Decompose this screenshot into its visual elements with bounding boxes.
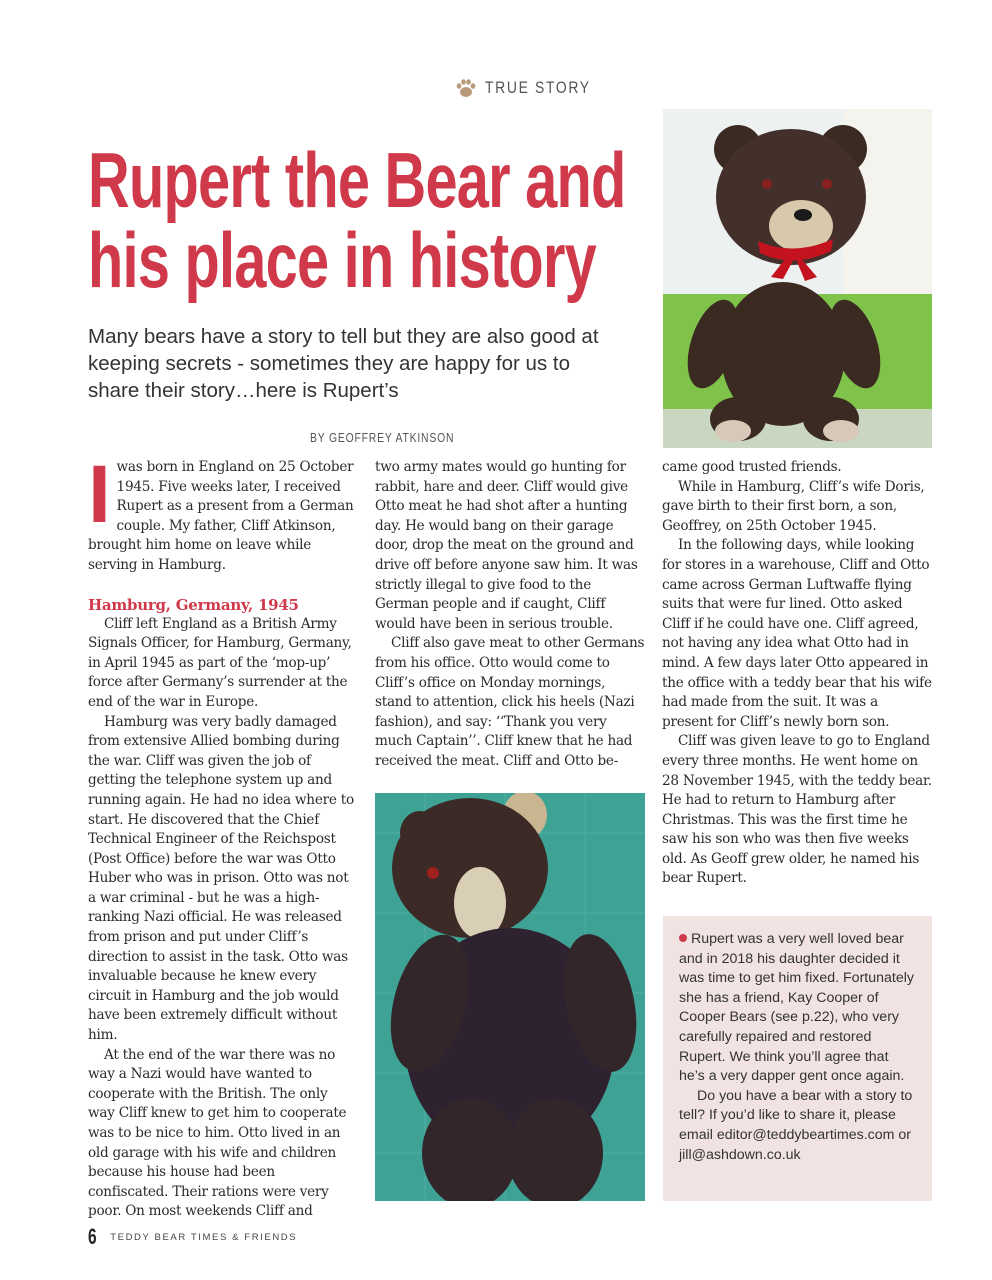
- section-label: TRUE STORY: [485, 78, 591, 97]
- drop-cap: I: [88, 449, 111, 540]
- page-footer: [88, 1224, 297, 1250]
- paragraph-6: Cliff also gave meat to other Germans from his office. Otto would come to Cliff’s office on Monday mornings, stand to attention, click his heels (Nazi fashion), and say: ‘‘Thank you very much Captain’’. Cliff knew that he had received the meat. Cliff and Otto be-: [375, 635, 645, 769]
- paragraph-3: Hamburg was very badly damaged from extensive Allied bombing during the war. Cliff was given the job of getting the telephone system up and running again. He had no idea where to start. He discovered that the Chief Technical Engineer of the Reichspost (Post Office) before the war was Otto Huber who was in prison. Otto was not a war criminal - but he was a high-ranking Nazi official. He was released from prison and put under Cliff’s direction to assist in the task. Otto was invaluable because he knew every circuit in Hamburg and the job would have been extremely difficult without him.: [88, 713, 354, 1044]
- article-title-line-2: his place in history: [88, 216, 597, 304]
- photo-restored-rupert: [663, 109, 932, 448]
- sidebar-paragraph-1: [679, 930, 916, 1087]
- paragraph-5: two army mates would go hunting for rabbit, hare and deer. Cliff would give Otto meat he had shot after a hunting day. He would bang on their garage door, drop the meat on the ground and drive off before anyone saw him. It was strictly illegal to give food to the German people and if caught, Cliff would have been in serious trouble.: [375, 459, 638, 632]
- page-number: 6: [88, 1224, 97, 1249]
- article-title: [88, 136, 626, 304]
- article-column-3: [662, 458, 932, 889]
- bullet-icon: [679, 934, 687, 942]
- subheading: Hamburg, Germany, 1945: [88, 595, 299, 614]
- paragraph-8: While in Hamburg, Cliff’s wife Doris, gave birth to their first born, a son, Geoffrey, on 25th October 1945.: [662, 478, 925, 534]
- byline: BY GEOFFREY ATKINSON: [310, 430, 455, 445]
- article-column-2: [375, 458, 645, 772]
- magazine-name: TEDDY BEAR TIMES & FRIENDS: [110, 1231, 298, 1243]
- section-tag: [455, 74, 614, 102]
- standfirst: Many bears have a story to tell but they are also good at keeping secrets - sometimes they are happy for us to share their story…here is Rupert’s: [88, 325, 599, 402]
- sidebar-paragraph-2: Do you have a bear with a story to tell? If you’d like to share it, please email editor@teddybeartimes.com or jill@ashdown.co.uk: [679, 1087, 913, 1163]
- paragraph-4: At the end of the war there was no way a Nazi would have wanted to cooperate with the British. The only way Cliff knew to get him to cooperate was to be nice to him. Otto lived in an old garage with his wife and children because his house had been confiscated. Their rations were very poor. On most weekends Cliff and: [88, 1046, 347, 1220]
- paragraph-1: was born in England on 25 October 1945. Five weeks later, I received Rupert as a present from a German couple. My father, Cliff Atkinson, brought him home on leave while serving in Hamburg.: [88, 459, 354, 573]
- paragraph-10: Cliff was given leave to go to England every three months. He went home on 28 November 1945, with the teddy bear. He had to return to Hamburg after Christmas. This was the first time he saw his son who was then five weeks old. As Geoff grew older, he named his bear Rupert.: [662, 733, 932, 887]
- paw-print-icon: [455, 78, 477, 98]
- paragraph-9: In the following days, while looking for stores in a warehouse, Cliff and Otto came across German Luftwaffe flying suits that were fur lined. Otto asked Cliff if he could have one. Cliff agreed, not having any idea what Otto had in mind. A few days later Otto appeared in the office with a teddy bear that his wife had made from the suit. It was a present for Cliff’s newly born son.: [662, 537, 932, 730]
- article-column-1: [88, 449, 356, 1222]
- paragraph-2: Cliff left England as a British Army Signals Officer, for Hamburg, Germany, in April 1945 as part of the ‘mop-up’ force after Germany’s surrender at the end of the war in Europe.: [88, 615, 352, 710]
- article-title-line-1: Rupert the Bear and: [88, 136, 626, 224]
- sidebar-text-1: Rupert was a very well loved bear and in 2018 his daughter decided it was time to get him fixed. Fortunately she has a friend, Kay Cooper of Cooper Bears (see p.22), who very carefully repaired and restored Rupert. We think you’ll agree that he’s a very dapper gent once again.: [679, 931, 914, 1085]
- photo-rupert-before-repair: [375, 793, 645, 1201]
- sidebar-box: [663, 916, 932, 1201]
- paragraph-7: came good trusted friends.: [662, 459, 842, 475]
